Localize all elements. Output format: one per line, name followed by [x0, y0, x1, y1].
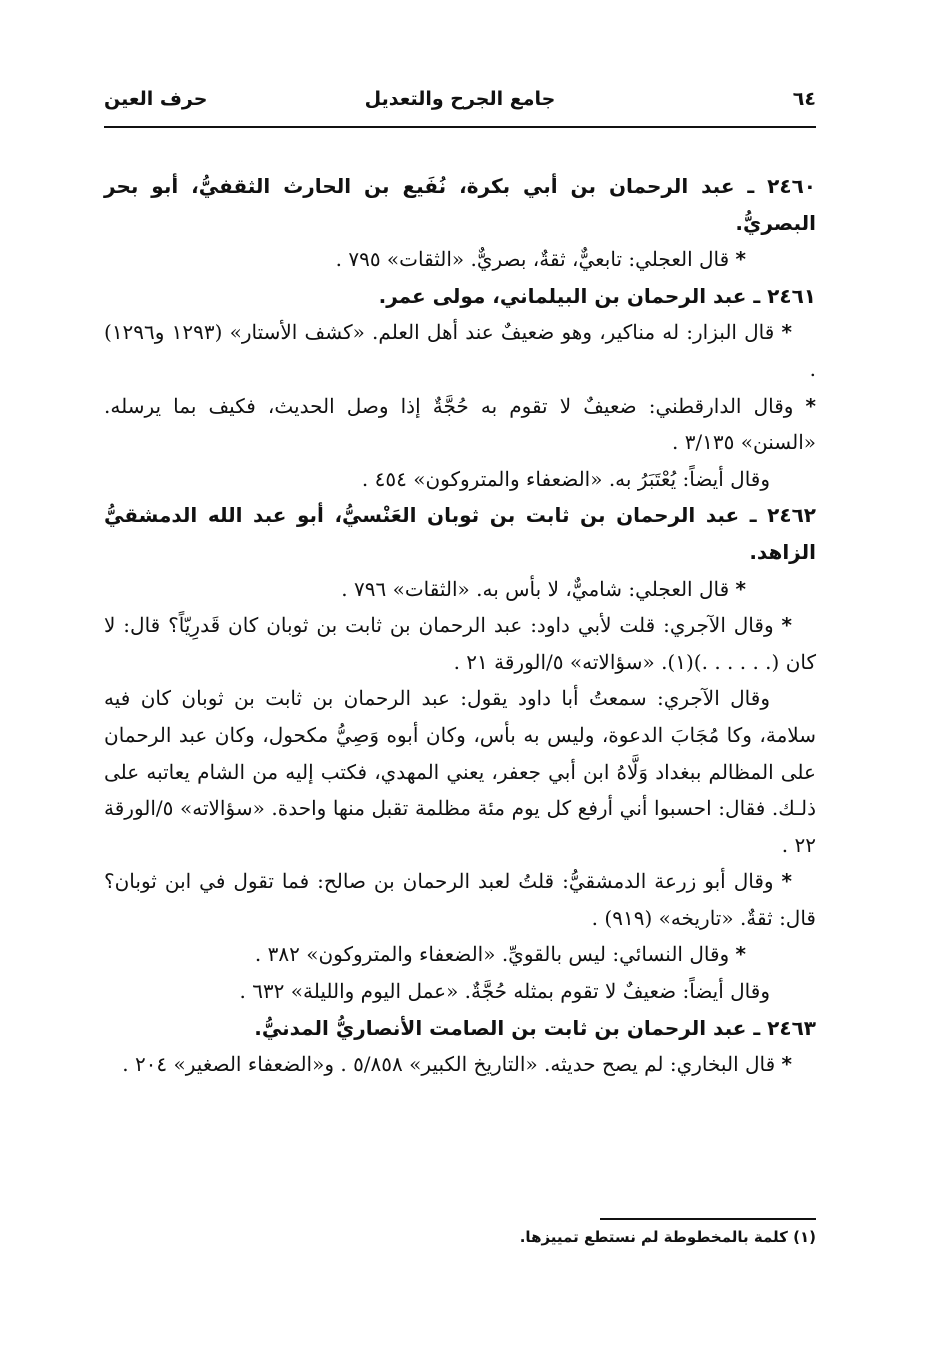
star-marker: *	[781, 320, 793, 345]
quote-paragraph	[104, 1046, 816, 1083]
page-body	[104, 168, 816, 1083]
quote-text: وقال الآجري: قلت لأبي داود: عبد الرحمان بن ثابت بن ثوبان كان قَدرِيّاً؟ قال: لا كان (. . . . . .)(١). «سؤالاته» ٥/الورقة ٢١ .	[104, 613, 816, 674]
star-marker: *	[781, 869, 792, 894]
quote-text: وقال أبو زرعة الدمشقيُّ: قلتُ لعبد الرحمان بن صالح: فما تقول في ابن ثوبان؟ قال: ثقةٌ. «تاريخه» (٩١٩) .	[104, 869, 816, 930]
entry-heading: ٢٤٦٢ ـ عبد الرحمان بن ثابت بن ثوبان العَنْسيُّ، أبو عبد الله الدمشقيُّ الزاهد.	[104, 503, 816, 564]
footnote-rule	[600, 1218, 816, 1220]
quote-text: وقال الآجري: سمعتُ أبا داود يقول: عبد الرحمان بن ثابت بن ثوبان كان فيه سلامة، وكا مُجَابَ الدعوة، وليس به بأس، وكان أبوه وَصِيُّ مكحول، وكان عبد الرحمان على المظالم ببغداد وَلَّاهُ ابن أبي جعفر، يعني المهدي، فكتب إليه من الشام يعاتبه على ذلـك. فقال: احسبوا أني أرفع كل يوم مئة مظلمة تقبل منها واحدة. «سؤالاته» ٥/الورقة ٢٢ .	[104, 686, 816, 857]
quote-paragraph	[104, 973, 816, 1010]
quote-text: وقال الدارقطني: ضعيفٌ لا تقوم به حُجَّةٌ إذا وصل الحديث، فكيف بما يرسله. «السنن» ٣/١٣٥ .	[104, 393, 816, 455]
quote-text: قال البخاري: لم يصح حديثه. «التاريخ الكبير» ٥/٨٥٨ . و«الضعفاء الصغير» ٢٠٤ .	[122, 1052, 776, 1077]
page-header	[104, 88, 816, 122]
page-number: ٦٤	[792, 88, 816, 110]
quote-text: قال البزار: له مناكير، وهو ضعيفٌ عند أهل العلم. «كشف الأستار» (١٢٩٣ و١٢٩٦) .	[104, 320, 816, 381]
footnote: (١) كلمة بالمخطوطة لم نستطع تمييزها.	[519, 1228, 816, 1246]
quote-paragraph	[104, 936, 816, 973]
quote-text: قال العجلي: تابعيٌّ، ثقةٌ، بصريٌّ. «الثقات» ٧٩٥ .	[335, 247, 730, 272]
star-marker: *	[805, 393, 816, 418]
quote-text: قال العجلي: شاميٌّ، لا بأس به. «الثقات» ٧٩٦ .	[341, 576, 730, 601]
quote-paragraph	[104, 680, 816, 863]
quote-paragraph	[104, 863, 816, 936]
quote-text: وقال أيضاً: ضعيفٌ لا تقوم بمثله حُجَّةٌ. «عمل اليوم والليلة» ٦٣٢ .	[239, 979, 770, 1004]
star-marker: *	[781, 1052, 792, 1077]
book-title: جامع الجرح والتعديل	[364, 88, 556, 110]
quote-paragraph	[104, 461, 816, 498]
entry-heading: ٢٤٦٠ ـ عبد الرحمان بن أبي بكرة، نُفَيع بن الحارث الثقفيُّ، أبو بحر البصريُّ.	[104, 174, 816, 235]
header-rule	[104, 126, 816, 128]
star-marker: *	[735, 247, 746, 272]
star-marker: *	[735, 942, 746, 967]
quote-paragraph	[104, 241, 816, 278]
star-marker: *	[735, 576, 746, 601]
quote-text: وقال أيضاً: يُعْتَبَرُ به. «الضعفاء والمتروكون» ٤٥٤ .	[361, 466, 770, 491]
quote-text: وقال النسائي: ليس بالقويِّ. «الضعفاء والمتروكون» ٣٨٢ .	[254, 942, 730, 967]
quote-paragraph	[104, 388, 816, 461]
star-marker: *	[781, 613, 792, 638]
entry-heading: ٢٤٦١ ـ عبد الرحمان بن البيلماني، مولى عمر.	[378, 283, 816, 308]
quote-paragraph	[104, 571, 816, 608]
section-title: حرف العين	[104, 88, 208, 110]
quote-paragraph	[104, 314, 816, 387]
entry-heading: ٢٤٦٣ ـ عبد الرحمان بن ثابت بن الصامت الأنصاريُّ المدنيُّ.	[254, 1015, 816, 1040]
quote-paragraph	[104, 607, 816, 680]
